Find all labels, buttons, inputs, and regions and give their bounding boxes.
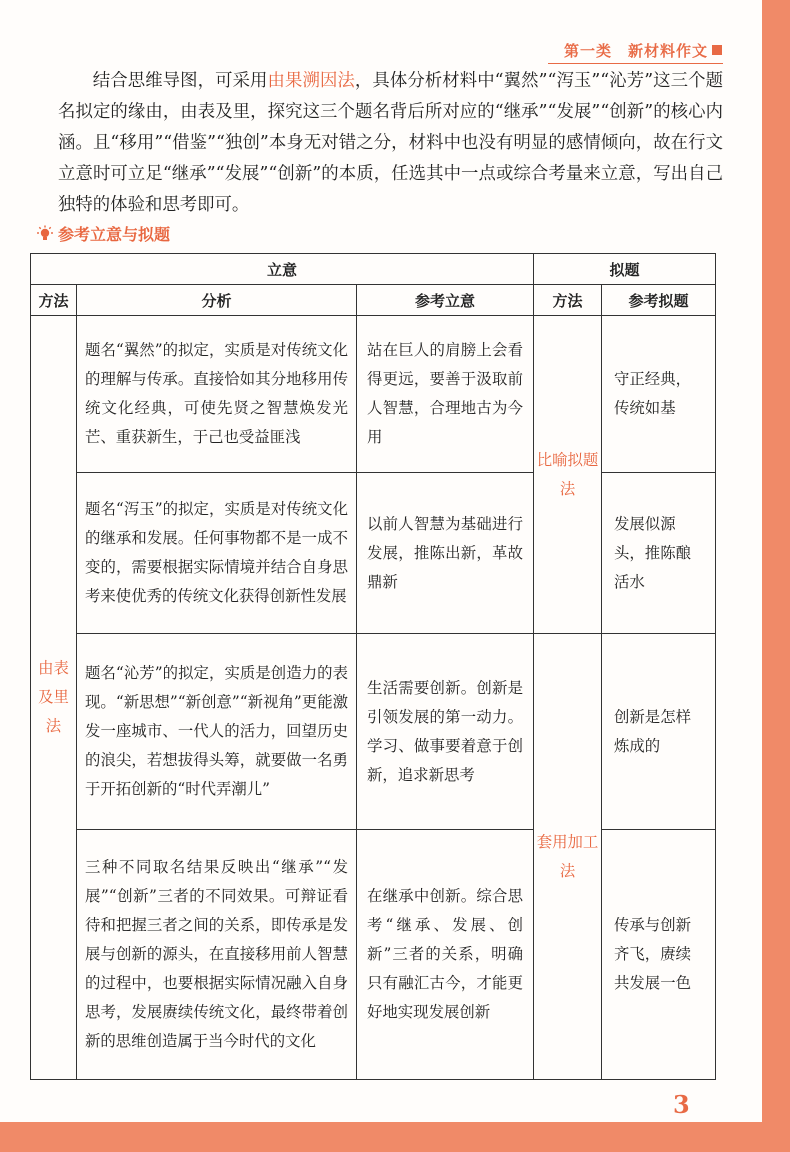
niti-method-cell: 套用加工法 bbox=[534, 634, 602, 1080]
bottom-edge-stripe bbox=[0, 1122, 790, 1152]
intro-text-after: ，具体分析材料中“翼然”“泻玉”“沁芳”这三个题名拟定的缘由，由表及里，探究这三个题名背后所对应的“继承”“发展”“创新”的核心内涵。且“移用”“借鉴”“独创”本身无对错之分，材料中也没有明显的感情倾向，故在行文立意时可立足“继承”“发展”“创新”的本质，任选其中一点或综合考量来立意，写出自己独特的体验和思考即可。 bbox=[58, 71, 723, 215]
col-header-ref-niti: 参考拟题 bbox=[602, 285, 716, 316]
col-header-method-2: 方法 bbox=[534, 285, 602, 316]
ref-niti-cell: 传承与创新齐飞，赓续共发展一色 bbox=[602, 830, 716, 1080]
niti-method-cell: 比喻拟题法 bbox=[534, 316, 602, 634]
table-row bbox=[31, 830, 716, 1080]
ref-niti-cell: 发展似源头，推陈酿活水 bbox=[602, 473, 716, 634]
table-row bbox=[31, 634, 716, 830]
table-row bbox=[31, 316, 716, 473]
right-edge-stripe bbox=[762, 0, 790, 1152]
group-header-row bbox=[31, 254, 716, 285]
section-title bbox=[36, 222, 170, 245]
ref-liyi-cell: 在继承中创新。综合思考“继承、发展、创新”三者的关系，明确只有融汇古今，才能更好地实现发展创新 bbox=[357, 830, 534, 1080]
col-header-analysis: 分析 bbox=[77, 285, 357, 316]
lightbulb-icon bbox=[36, 225, 54, 243]
col-header-ref-liyi: 参考立意 bbox=[357, 285, 534, 316]
analysis-cell: 题名“泻玉”的拟定，实质是对传统文化的继承和发展。任何事物都不是一成不变的，需要根据实际情境并结合自身思考来使优秀的传统文化获得创新性发展 bbox=[77, 473, 357, 634]
group-header-liyi: 立意 bbox=[31, 254, 534, 285]
ref-niti-cell: 守正经典，传统如基 bbox=[602, 316, 716, 473]
section-title-text: 参考立意与拟题 bbox=[58, 225, 171, 244]
intro-text-before: 结合思维导图，可采用 bbox=[92, 71, 268, 91]
ref-niti-cell: 创新是怎样炼成的 bbox=[602, 634, 716, 830]
table-row bbox=[31, 473, 716, 634]
ref-liyi-cell: 生活需要创新。创新是引领发展的第一动力。学习、做事要着意于创新，追求新思考 bbox=[357, 634, 534, 830]
liyi-method-cell: 由表及里法 bbox=[31, 316, 77, 1080]
analysis-cell: 题名“翼然”的拟定，实质是对传统文化的理解与传承。直接恰如其分地移用传统文化经典，可使先贤之智慧焕发光芒、重获新生，于己也受益匪浅 bbox=[77, 316, 357, 473]
page-number: 3 bbox=[673, 1090, 690, 1119]
intro-paragraph bbox=[58, 66, 723, 221]
analysis-cell: 题名“沁芳”的拟定，实质是创造力的表现。“新思想”“新创意”“新视角”更能激发一座城市、一代人的活力，回望历史的浪尖，若想拔得头筹，就要做一名勇于开拓创新的“时代弄潮儿” bbox=[77, 634, 357, 830]
header-text: 第一类 新材料作文 bbox=[563, 42, 708, 60]
intro-highlight: 由果溯因法 bbox=[267, 71, 355, 91]
column-header-row bbox=[31, 285, 716, 316]
analysis-cell: 三种不同取名结果反映出“继承”“发展”“创新”三者的不同效果。可辩证看待和把握三者之间的关系，即传承是发展与创新的源头，在直接移用前人智慧的过程中，也要根据实际情况融入自身思考，发展赓续传统文化，最终带着创新的思维创造属于当今时代的文化 bbox=[77, 830, 357, 1080]
col-header-method: 方法 bbox=[31, 285, 77, 316]
page-header bbox=[564, 40, 722, 61]
ref-liyi-cell: 以前人智慧为基础进行发展，推陈出新，革故鼎新 bbox=[357, 473, 534, 634]
ref-liyi-cell: 站在巨人的肩膀上会看得更远，要善于汲取前人智慧，合理地古为今用 bbox=[357, 316, 534, 473]
liyi-niti-table bbox=[30, 253, 716, 1080]
header-rule bbox=[548, 63, 723, 64]
header-square-icon bbox=[712, 45, 722, 55]
group-header-niti: 拟题 bbox=[534, 254, 716, 285]
